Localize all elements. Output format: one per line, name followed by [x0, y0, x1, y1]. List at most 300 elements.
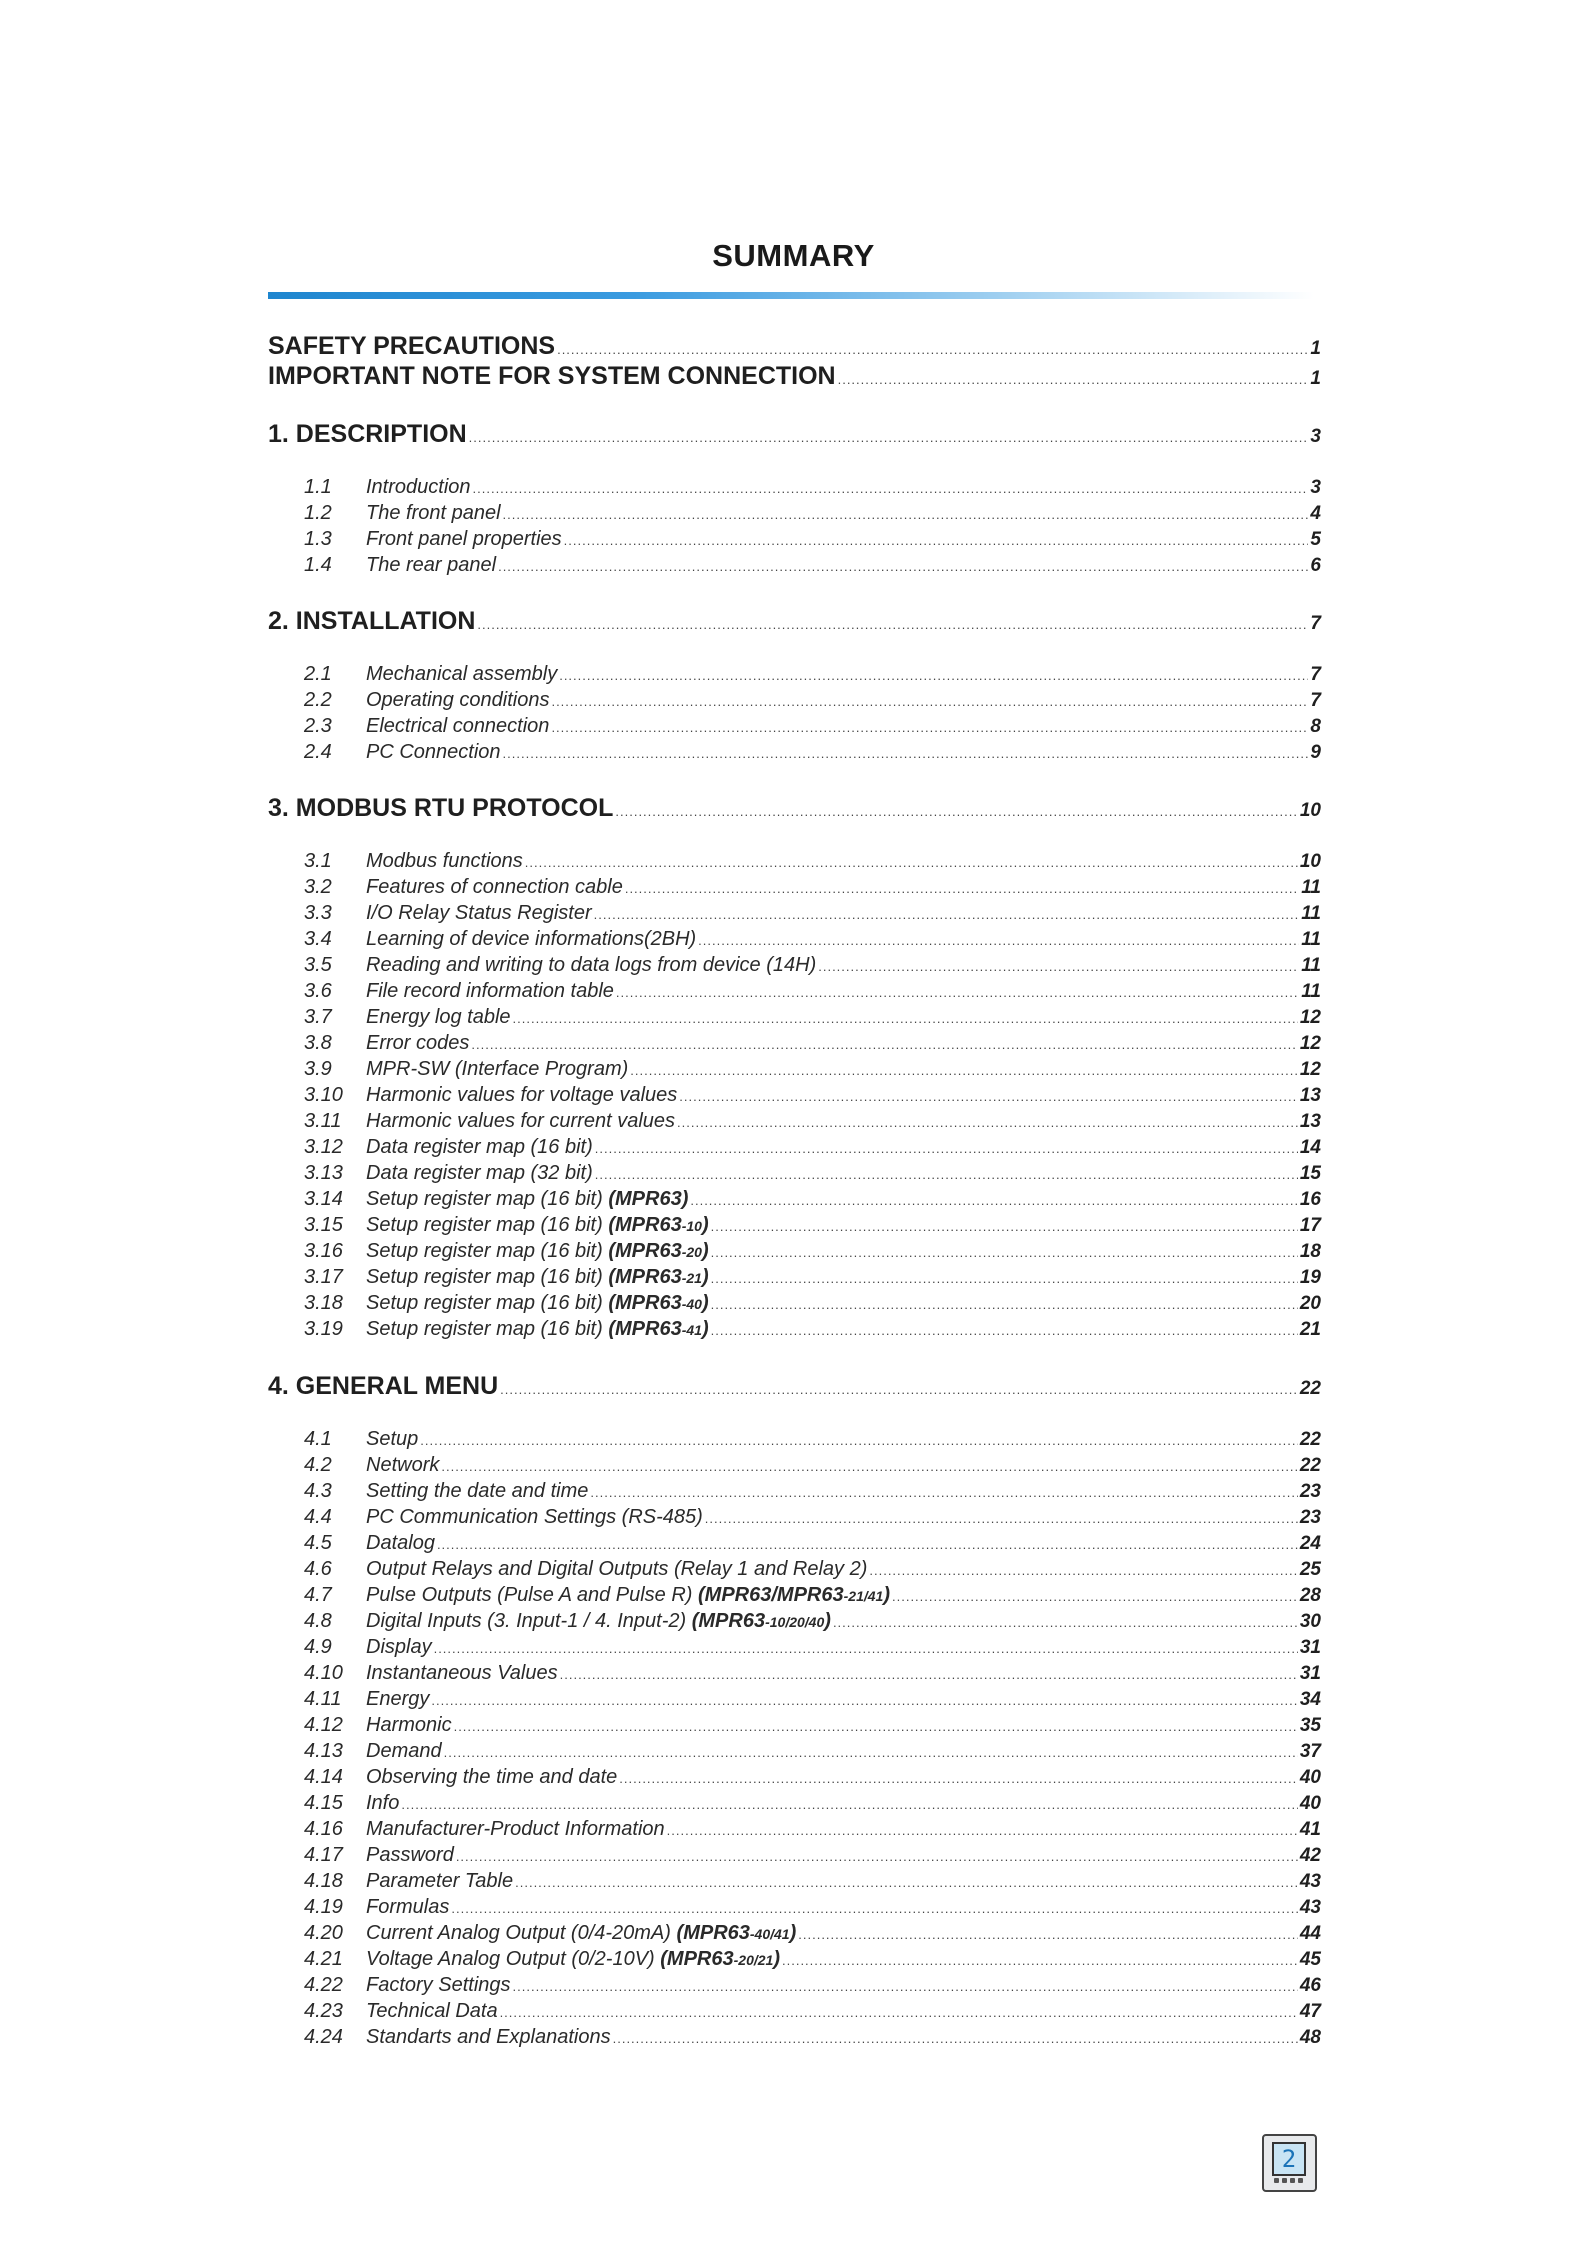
- toc-label-text: PC Connection: [366, 741, 501, 763]
- toc-leader-dots: [630, 1063, 1298, 1078]
- toc-entry-number: 4.1: [304, 1428, 332, 1450]
- toc-page-number: 19: [1299, 1267, 1321, 1288]
- toc-entry[interactable]: [304, 1240, 1321, 1263]
- toc-model-code: (MPR63: [660, 1948, 734, 1970]
- toc-entry-label: [366, 1188, 688, 1211]
- toc-entry-label: [366, 663, 557, 686]
- toc-label-text: Setup: [366, 1428, 419, 1450]
- toc-entry-number: 1.3: [304, 528, 332, 550]
- toc-model-code: (MPR63: [608, 1214, 682, 1236]
- toc-label-text: IMPORTANT NOTE FOR SYSTEM CONNECTION: [268, 362, 836, 390]
- toc-page-number: 43: [1299, 1897, 1321, 1918]
- toc-entry-label: [366, 1318, 709, 1341]
- toc-leader-dots: [818, 959, 1299, 974]
- toc-entry[interactable]: [304, 1662, 1321, 1685]
- toc-page-number: 42: [1299, 1845, 1321, 1866]
- toc-entry-number: 4.24: [304, 2026, 343, 2048]
- toc-entry-number: 4.17: [304, 1844, 343, 1866]
- toc-entry[interactable]: [304, 663, 1321, 686]
- toc-leader-dots: [469, 430, 1309, 445]
- toc-entry-label: [366, 1610, 831, 1633]
- toc-label-text: Datalog: [366, 1532, 435, 1554]
- toc-leader-dots: [513, 1979, 1298, 1994]
- toc-page-number: 31: [1299, 1637, 1321, 1658]
- toc-leader-dots: [454, 1719, 1298, 1734]
- toc-entry-label: [366, 1214, 709, 1237]
- toc-leader-dots: [892, 1589, 1298, 1604]
- toc-label-text: Info: [366, 1792, 400, 1814]
- toc-entry-number: 4.20: [304, 1922, 343, 1944]
- toc-page-number: 11: [1301, 903, 1321, 924]
- toc-entry-number: 4.22: [304, 1974, 343, 1996]
- toc-leader-dots: [444, 1745, 1298, 1760]
- toc-leader-dots: [560, 1667, 1298, 1682]
- toc-entry-label: [366, 1792, 399, 1815]
- meter-keys: [1274, 2178, 1303, 2183]
- toc-leader-dots: [401, 1797, 1298, 1812]
- toc-leader-dots: [437, 1537, 1298, 1552]
- toc-page-number: 22: [1299, 1429, 1321, 1450]
- toc-page-number: 41: [1299, 1819, 1321, 1840]
- toc-entry-number: 3.4: [304, 928, 332, 950]
- toc-label-text: Reading and writing to data logs from device (14H): [366, 954, 817, 976]
- toc-entry[interactable]: [304, 1948, 1321, 1971]
- toc-leader-dots: [431, 1693, 1297, 1708]
- toc-label-text: Introduction: [366, 476, 471, 498]
- toc-label-text: Standarts and Explanations: [366, 2026, 611, 2048]
- toc-entry[interactable]: [304, 1032, 1321, 1055]
- toc-entry-label: [366, 1870, 513, 1893]
- toc-entry-label: [366, 554, 496, 577]
- toc-entry-number: 4.10: [304, 1662, 343, 1684]
- toc-leader-dots: [557, 342, 1308, 357]
- toc-heading[interactable]: [268, 420, 1321, 449]
- toc-entry[interactable]: [304, 1532, 1321, 1555]
- toc-entry-label: [366, 1974, 511, 1997]
- toc-leader-dots: [869, 1563, 1297, 1578]
- toc-entry-label: [366, 928, 696, 951]
- toc-entry[interactable]: [304, 1922, 1321, 1945]
- toc-entry-number: 3.14: [304, 1188, 343, 1210]
- toc-leader-dots: [595, 1141, 1298, 1156]
- toc-entry[interactable]: [304, 1058, 1321, 1081]
- toc-page-number: 12: [1299, 1059, 1321, 1080]
- toc-label-text: 3. MODBUS RTU PROTOCOL: [268, 794, 614, 822]
- toc-leader-dots: [471, 1037, 1297, 1052]
- toc-heading[interactable]: [268, 1372, 1321, 1401]
- toc-entry-number: 3.5: [304, 954, 332, 976]
- toc-entry-label: [366, 850, 523, 873]
- toc-entry-label: [366, 902, 592, 925]
- toc-entry[interactable]: [304, 1188, 1321, 1211]
- toc-entry[interactable]: [304, 928, 1321, 951]
- toc-entry-number: 4.6: [304, 1558, 332, 1580]
- toc-leader-dots: [564, 533, 1309, 548]
- toc-entry-label: [366, 2026, 611, 2049]
- toc-page-number: 31: [1299, 1663, 1321, 1684]
- toc-leader-dots: [559, 668, 1308, 683]
- toc-entry-label: [366, 689, 549, 712]
- toc-page-number: 23: [1299, 1481, 1321, 1502]
- toc-label-text: Observing the time and date: [366, 1766, 618, 1788]
- toc-leader-dots: [551, 694, 1308, 709]
- toc-page-number: 1: [1310, 368, 1321, 389]
- toc-page-number: 12: [1299, 1033, 1321, 1054]
- toc-page-number: 11: [1301, 955, 1321, 976]
- toc-leader-dots: [711, 1271, 1298, 1286]
- toc-entry-number: 2.3: [304, 715, 332, 737]
- toc-page-number: 28: [1299, 1585, 1321, 1606]
- toc-entry[interactable]: [304, 1110, 1321, 1133]
- toc-heading[interactable]: [268, 332, 1321, 361]
- toc-entry[interactable]: [304, 1506, 1321, 1529]
- toc-heading[interactable]: [268, 362, 1321, 391]
- toc-model-code: (MPR63: [608, 1318, 682, 1340]
- toc-entry[interactable]: [304, 1974, 1321, 1997]
- toc-entry-label: [268, 607, 475, 636]
- toc-leader-dots: [551, 720, 1308, 735]
- toc-entry[interactable]: [304, 1006, 1321, 1029]
- toc-model-variant: -40: [681, 1296, 702, 1312]
- toc-model-variant: -20: [681, 1244, 702, 1260]
- toc-entry-number: 4.16: [304, 1818, 343, 1840]
- toc-entry[interactable]: [304, 954, 1321, 977]
- toc-entry-number: 3.9: [304, 1058, 332, 1080]
- toc-page-number: 7: [1310, 690, 1321, 711]
- toc-entry-number: 1.4: [304, 554, 332, 576]
- toc-page-number: 40: [1299, 1793, 1321, 1814]
- toc-leader-dots: [798, 1927, 1298, 1942]
- toc-entry-number: 3.18: [304, 1292, 343, 1314]
- toc-entry-number: 3.15: [304, 1214, 343, 1236]
- toc-entry[interactable]: [304, 1714, 1321, 1737]
- page-title: SUMMARY: [712, 238, 875, 273]
- toc-entry-label: [366, 1428, 418, 1451]
- toc-entry-label: [366, 1454, 439, 1477]
- toc-entry[interactable]: [304, 1818, 1321, 1841]
- toc-entry-number: 4.23: [304, 2000, 343, 2022]
- toc-label-text: Output Relays and Digital Outputs (Relay 1 and Relay 2): [366, 1558, 868, 1580]
- toc-label-text: Pulse Outputs (Pulse A and Pulse R): [366, 1584, 699, 1606]
- toc-entry[interactable]: [304, 1084, 1321, 1107]
- toc-leader-dots: [500, 2005, 1298, 2020]
- toc-entry[interactable]: [304, 1766, 1321, 1789]
- toc-label-text: Data register map (16 bit): [366, 1136, 593, 1158]
- toc-entry-label: [366, 476, 471, 499]
- toc-heading[interactable]: [268, 607, 1321, 636]
- toc-label-text: Setup register map (16 bit): [366, 1318, 609, 1340]
- toc-page-number: 44: [1299, 1923, 1321, 1944]
- toc-entry-number: 1.2: [304, 502, 332, 524]
- toc-page-number: 4: [1310, 503, 1321, 524]
- toc-entry[interactable]: [304, 528, 1321, 551]
- toc-entry-number: 3.13: [304, 1162, 343, 1184]
- toc-page-number: 13: [1299, 1111, 1321, 1132]
- toc-entry[interactable]: [304, 741, 1321, 764]
- toc-leader-dots: [619, 1771, 1298, 1786]
- toc-label-text: Error codes: [366, 1032, 470, 1054]
- toc-entry-number: 3.8: [304, 1032, 332, 1054]
- toc-label-text: PC Communication Settings (RS-485): [366, 1506, 703, 1528]
- toc-entry[interactable]: [304, 1318, 1321, 1341]
- toc-entry[interactable]: [304, 2026, 1321, 2049]
- toc-label-text: I/O Relay Status Register: [366, 902, 592, 924]
- toc-entry-number: 2.2: [304, 689, 332, 711]
- toc-entry[interactable]: [304, 689, 1321, 712]
- toc-label-text: Demand: [366, 1740, 442, 1762]
- toc-entry-label: [366, 1896, 449, 1919]
- toc-leader-dots: [477, 617, 1308, 632]
- toc-entry-label: [268, 1372, 498, 1401]
- toc-leader-dots: [833, 1615, 1298, 1630]
- toc-entry[interactable]: [304, 1136, 1321, 1159]
- toc-leader-dots: [625, 881, 1299, 896]
- toc-label-text: Voltage Analog Output (0/2-10V): [366, 1948, 661, 1970]
- toc-entry-number: 3.16: [304, 1240, 343, 1262]
- toc-leader-dots: [515, 1875, 1298, 1890]
- toc-model-code: (MPR63: [608, 1240, 682, 1262]
- toc-entry[interactable]: [304, 1454, 1321, 1477]
- toc-page-number: 34: [1299, 1689, 1321, 1710]
- toc-entry-number: 2.1: [304, 663, 332, 685]
- toc-label-text: Operating conditions: [366, 689, 550, 711]
- toc-entry-label: [366, 1032, 469, 1055]
- toc-model-variant: -10: [681, 1218, 702, 1234]
- toc-entry-label: [366, 2000, 498, 2023]
- toc-entry-label: [366, 876, 623, 899]
- toc-entry-label: [366, 1558, 867, 1581]
- toc-entry-label: [268, 420, 467, 449]
- toc-page-number: 3: [1310, 477, 1321, 498]
- toc-entry-number: 4.12: [304, 1714, 343, 1736]
- toc-label-text: Network: [366, 1454, 440, 1476]
- toc-entry-label: [366, 1688, 429, 1711]
- toc-page-number: 9: [1310, 742, 1321, 763]
- toc-entry-number: 4.7: [304, 1584, 332, 1606]
- toc-label-text: Learning of device informations(2BH): [366, 928, 697, 950]
- toc-entry[interactable]: [304, 1428, 1321, 1451]
- toc-page-number: 10: [1299, 800, 1321, 821]
- toc-label-text: Setup register map (16 bit): [366, 1266, 609, 1288]
- toc-entry-label: [366, 1662, 558, 1685]
- toc-leader-dots: [679, 1089, 1298, 1104]
- toc-entry[interactable]: [304, 1636, 1321, 1659]
- toc-model-close: ): [883, 1584, 890, 1606]
- toc-entry-number: 4.18: [304, 1870, 343, 1892]
- toc-label-text: Current Analog Output (0/4-20mA): [366, 1922, 677, 1944]
- toc-entry[interactable]: [304, 1870, 1321, 1893]
- toc-entry[interactable]: [304, 1558, 1321, 1581]
- toc-label-text: Mechanical assembly: [366, 663, 558, 685]
- toc-entry-label: [366, 1136, 593, 1159]
- toc-model-code: (MPR63): [608, 1188, 689, 1210]
- toc-entry-number: 4.8: [304, 1610, 332, 1632]
- toc-entry[interactable]: [304, 1896, 1321, 1919]
- toc-entry-label: [366, 1110, 675, 1133]
- toc-entry[interactable]: [304, 980, 1321, 1003]
- toc-entry-label: [366, 1506, 703, 1529]
- toc-label-text: SAFETY PRECAUTIONS: [268, 332, 556, 360]
- toc-entry-number: 3.6: [304, 980, 332, 1002]
- toc-model-variant: -10/20/40: [765, 1614, 825, 1630]
- toc-label-text: Harmonic values for voltage values: [366, 1084, 678, 1106]
- toc-entry-label: [366, 502, 501, 525]
- toc-leader-dots: [595, 1167, 1298, 1182]
- toc-label-text: The rear panel: [366, 554, 497, 576]
- toc-entry-number: 4.5: [304, 1532, 332, 1554]
- toc-page-number: 22: [1299, 1455, 1321, 1476]
- toc-entry[interactable]: [304, 1214, 1321, 1237]
- toc-entry[interactable]: [304, 1292, 1321, 1315]
- toc-page-number: 18: [1299, 1241, 1321, 1262]
- toc-page-number: 24: [1299, 1533, 1321, 1554]
- toc-label-text: Energy log table: [366, 1006, 511, 1028]
- toc-entry-label: [366, 980, 614, 1003]
- toc-leader-dots: [594, 907, 1300, 922]
- toc-entry[interactable]: [304, 502, 1321, 525]
- toc-leader-dots: [500, 1382, 1298, 1397]
- toc-leader-dots: [503, 746, 1309, 761]
- toc-entry-number: 3.1: [304, 850, 332, 872]
- toc-label-text: Display: [366, 1636, 432, 1658]
- toc-entry-label: [366, 528, 562, 551]
- energy-meter-icon: [1262, 2134, 1317, 2192]
- toc-model-close: ): [773, 1948, 780, 1970]
- toc-page-number: 46: [1299, 1975, 1321, 1996]
- toc-entry[interactable]: [304, 715, 1321, 738]
- toc-entry[interactable]: [304, 476, 1321, 499]
- toc-page-number: 43: [1299, 1871, 1321, 1892]
- toc-entry-label: [366, 1058, 628, 1081]
- toc-model-code: (MPR63/MPR63: [698, 1584, 844, 1606]
- toc-model-code: (MPR63: [691, 1610, 766, 1632]
- toc-entry-label: [366, 1740, 442, 1763]
- toc-model-close: ): [789, 1922, 797, 1944]
- toc-entry-number: 4.9: [304, 1636, 332, 1658]
- toc-label-text: Setup register map (16 bit): [366, 1188, 609, 1210]
- toc-entry-number: 3.11: [304, 1110, 342, 1132]
- toc-page-number: 47: [1299, 2001, 1321, 2022]
- toc-entry[interactable]: [304, 1480, 1321, 1503]
- toc-leader-dots: [613, 2031, 1298, 2046]
- toc-page-number: 7: [1310, 613, 1321, 634]
- toc-leader-dots: [420, 1433, 1298, 1448]
- toc-leader-dots: [782, 1953, 1298, 1968]
- toc-entry-number: 2.4: [304, 741, 332, 763]
- toc-label-text: Instantaneous Values: [366, 1662, 558, 1684]
- toc-model-close: ): [701, 1214, 709, 1236]
- toc-entry[interactable]: [304, 1792, 1321, 1815]
- toc-page-number: 8: [1310, 716, 1321, 737]
- toc-page-number: 17: [1299, 1215, 1321, 1236]
- toc-page-number: 35: [1299, 1715, 1321, 1736]
- toc-page-number: 16: [1299, 1189, 1321, 1210]
- toc-entry-label: [366, 1818, 665, 1841]
- toc-page-number: 23: [1299, 1507, 1321, 1528]
- toc-entry-number: 4.3: [304, 1480, 332, 1502]
- toc-leader-dots: [615, 804, 1297, 819]
- toc-entry[interactable]: [304, 1266, 1321, 1289]
- toc-label-text: 2. INSTALLATION: [268, 607, 476, 635]
- toc-model-code: (MPR63: [676, 1922, 750, 1944]
- toc-label-text: Setup register map (16 bit): [366, 1240, 609, 1262]
- toc-page-number: 48: [1299, 2027, 1321, 2048]
- toc-label-text: Modbus functions: [366, 850, 523, 872]
- toc-leader-dots: [503, 507, 1309, 522]
- toc-leader-dots: [711, 1323, 1298, 1338]
- toc-leader-dots: [838, 372, 1309, 387]
- toc-label-text: Password: [366, 1844, 454, 1866]
- toc-entry-number: 3.17: [304, 1266, 343, 1288]
- toc-label-text: Energy: [366, 1688, 430, 1710]
- toc-entry[interactable]: [304, 1844, 1321, 1867]
- toc-leader-dots: [705, 1511, 1298, 1526]
- toc-entry-number: 3.10: [304, 1084, 343, 1106]
- toc-entry[interactable]: [304, 2000, 1321, 2023]
- toc-model-code: (MPR63: [608, 1266, 682, 1288]
- toc-entry-label: [268, 362, 836, 391]
- toc-leader-dots: [456, 1849, 1298, 1864]
- toc-page-number: 1: [1310, 338, 1321, 359]
- toc-entry[interactable]: [304, 1688, 1321, 1711]
- toc-entry[interactable]: [304, 554, 1321, 577]
- toc-leader-dots: [498, 559, 1308, 574]
- toc-entry-number: 3.12: [304, 1136, 343, 1158]
- toc-entry[interactable]: [304, 850, 1321, 873]
- toc-entry-number: 3.2: [304, 876, 332, 898]
- toc-label-text: MPR-SW (Interface Program): [366, 1058, 629, 1080]
- toc-model-close: ): [701, 1240, 709, 1262]
- toc-leader-dots: [441, 1459, 1298, 1474]
- toc-entry-label: [366, 1006, 511, 1029]
- toc-page-number: 5: [1310, 529, 1321, 550]
- toc-model-variant: -41: [681, 1322, 702, 1338]
- toc-page-number: 22: [1299, 1378, 1321, 1399]
- toc-label-text: Harmonic values for current values: [366, 1110, 676, 1132]
- toc-entry-label: [366, 1844, 454, 1867]
- toc-page-number: 6: [1310, 555, 1321, 576]
- toc-entry-label: [366, 1636, 432, 1659]
- toc-entry-label: [366, 715, 549, 738]
- toc-model-close: ): [701, 1318, 709, 1340]
- toc-page-number: 12: [1299, 1007, 1321, 1028]
- toc-entry[interactable]: [304, 1740, 1321, 1763]
- toc-leader-dots: [616, 985, 1299, 1000]
- toc-label-text: Front panel properties: [366, 528, 562, 550]
- toc-entry[interactable]: [304, 1584, 1321, 1607]
- toc-heading[interactable]: [268, 794, 1321, 823]
- toc-leader-dots: [711, 1245, 1298, 1260]
- toc-model-close: ): [824, 1610, 831, 1632]
- toc-entry-number: 3.7: [304, 1006, 332, 1028]
- toc-label-text: Digital Inputs (3. Input-1 / 4. Input-2): [366, 1610, 692, 1632]
- toc-entry-label: [366, 741, 501, 764]
- toc-label-text: File record information table: [366, 980, 614, 1002]
- toc-entry-number: 4.19: [304, 1896, 343, 1918]
- toc-page-number: 10: [1299, 851, 1321, 872]
- toc-page-number: 11: [1301, 877, 1321, 898]
- toc-leader-dots: [698, 933, 1299, 948]
- toc-label-text: Manufacturer-Product Information: [366, 1818, 665, 1840]
- toc-entry[interactable]: [304, 1610, 1321, 1633]
- toc-page-number: 11: [1301, 981, 1321, 1002]
- toc-page-number: 25: [1299, 1559, 1321, 1580]
- toc-entry[interactable]: [304, 1162, 1321, 1185]
- toc-entry[interactable]: [304, 902, 1321, 925]
- toc-entry-number: 4.14: [304, 1766, 343, 1788]
- toc-entry[interactable]: [304, 876, 1321, 899]
- toc-entry-label: [366, 1266, 709, 1289]
